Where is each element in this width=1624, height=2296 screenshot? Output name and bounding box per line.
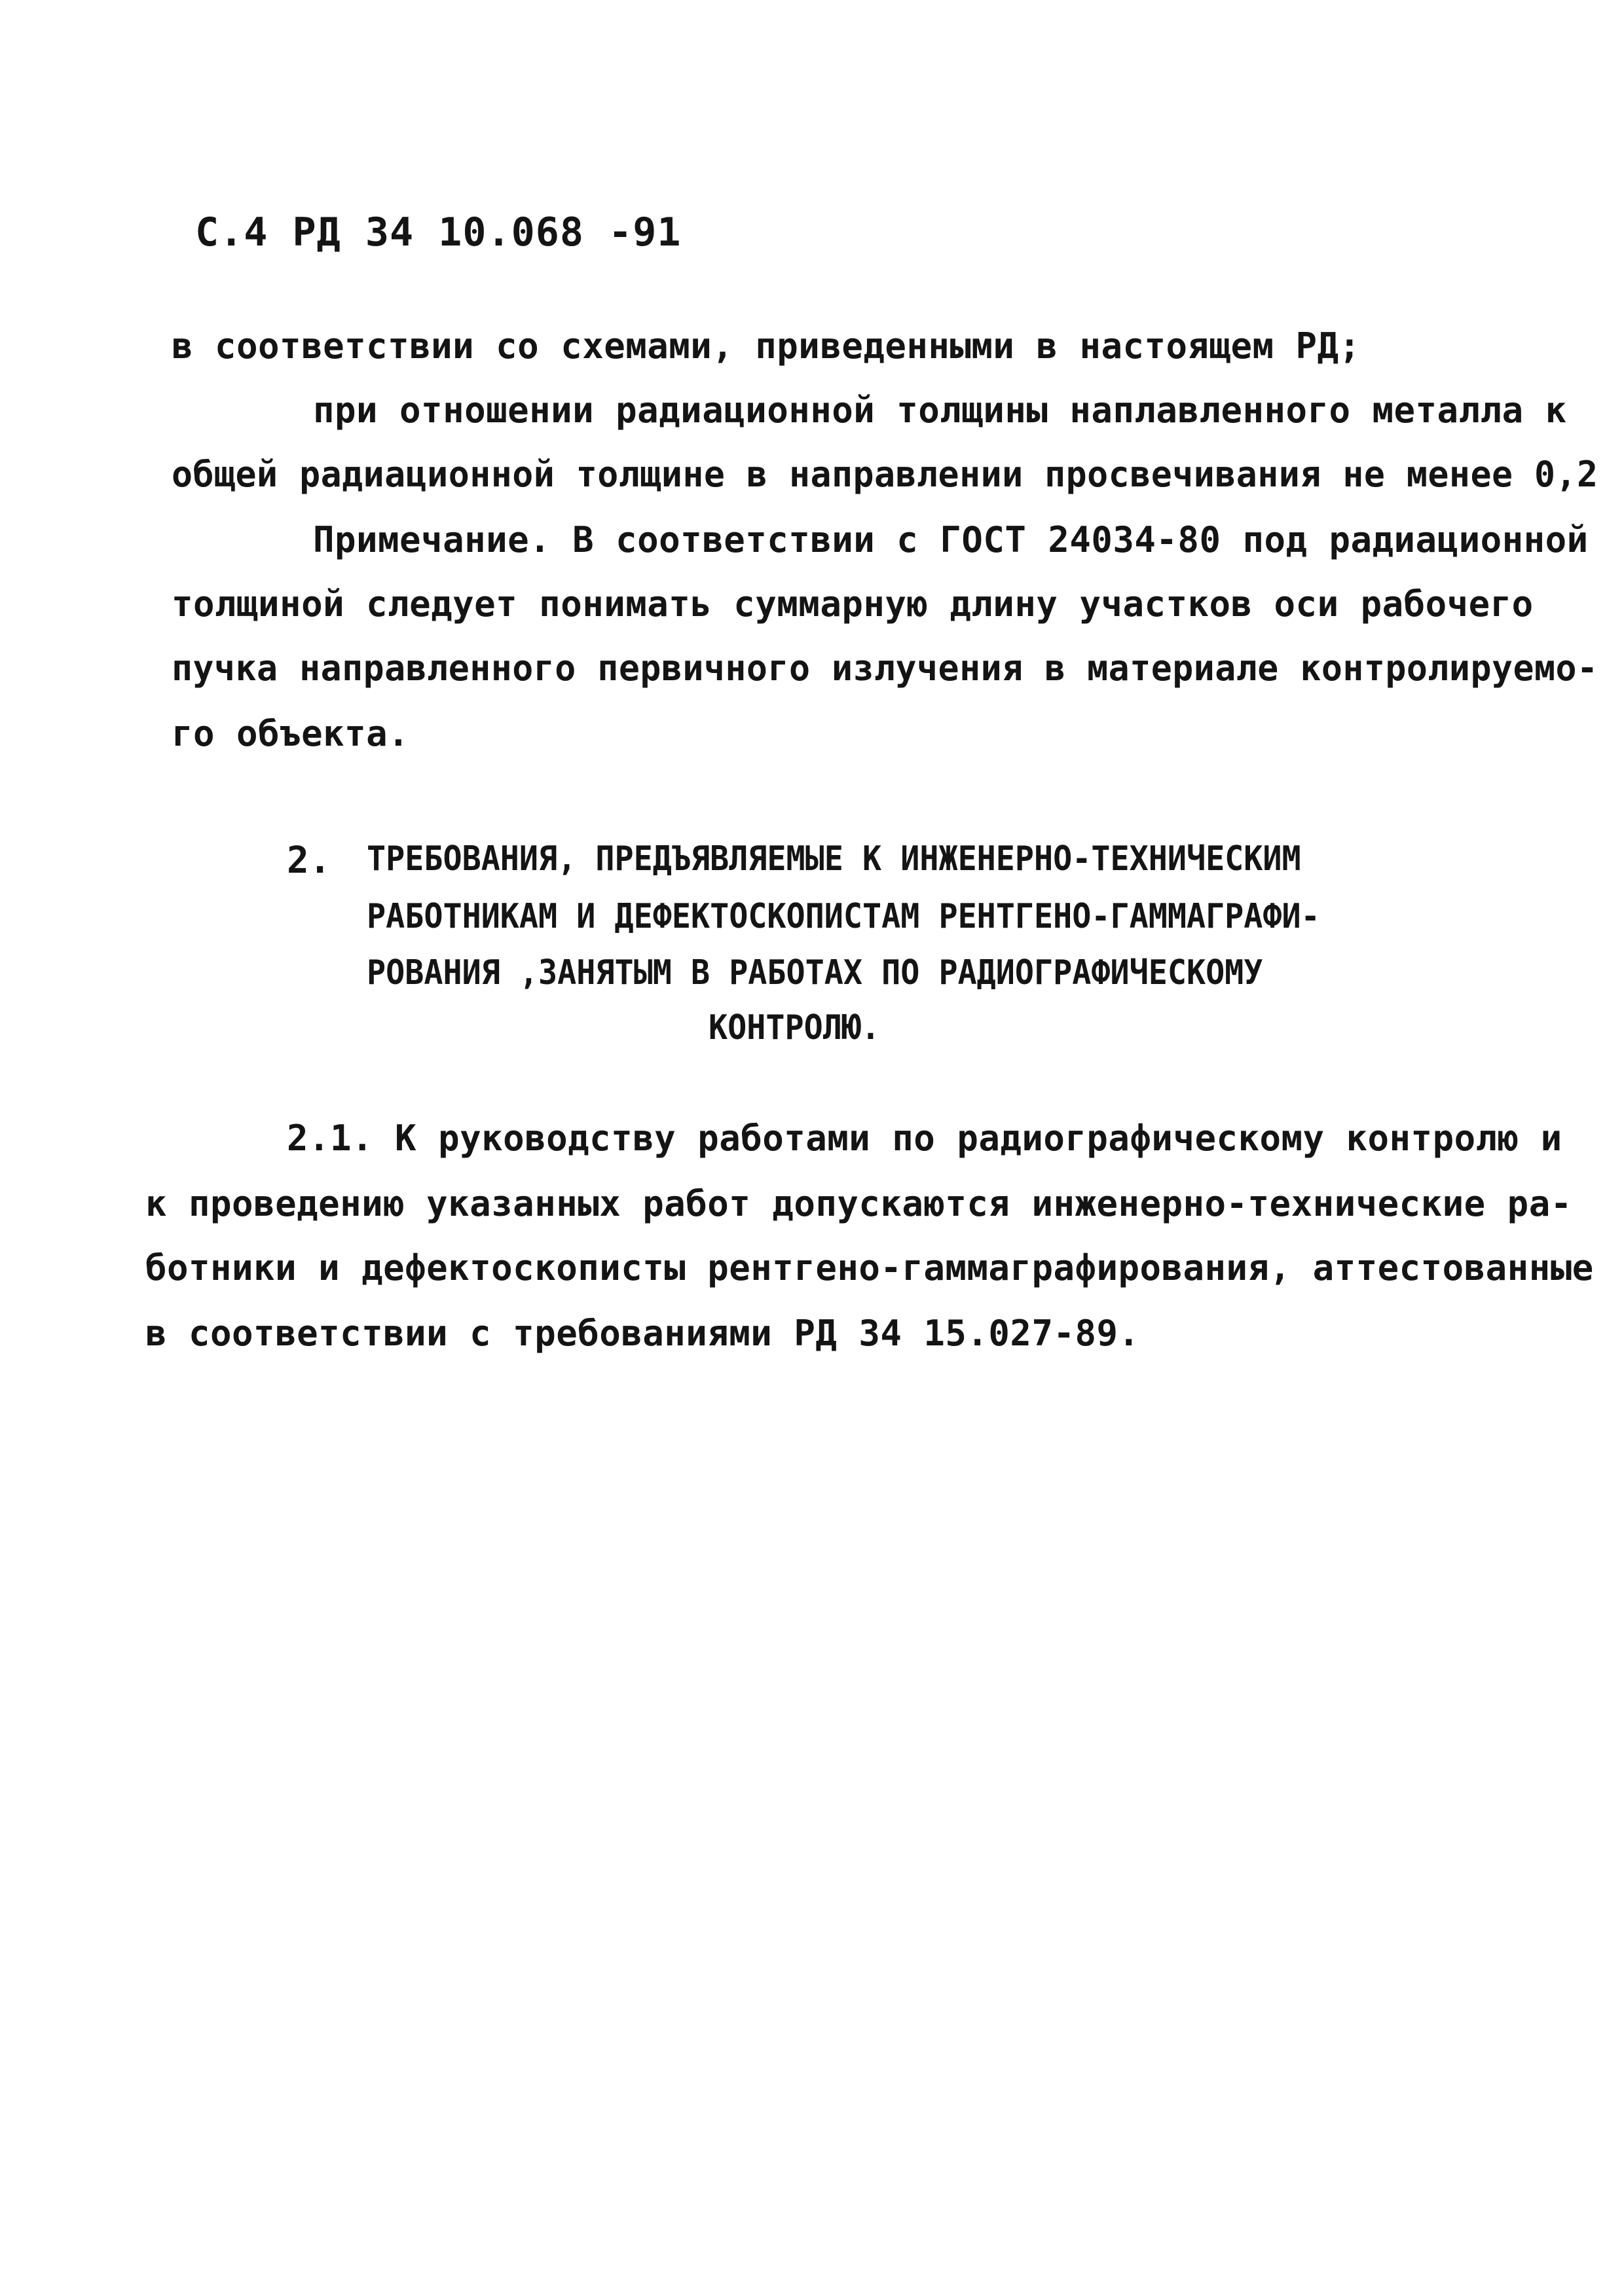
page-header: С.4 РД 34 10.068 -91 bbox=[195, 210, 682, 255]
note-line-3: пучка направленного первичного излучения в материале контролируемо- bbox=[172, 647, 1598, 689]
clause-2-1-line-4: в соответствии с требованиями РД 34 15.027-89. bbox=[145, 1313, 1140, 1354]
section-number: 2. bbox=[287, 839, 331, 882]
section-title-line-4: КОНТРОЛЮ. bbox=[709, 1008, 881, 1048]
note-line-2: толщиной следует понимать суммарную длину участков оси рабочего bbox=[172, 583, 1534, 625]
clause-2-1-line-1: 2.1. К руководству работами по радиографическому контролю и bbox=[287, 1118, 1562, 1159]
intro-line-3: общей радиационной толщине в направлении просвечивания не менее 0,2 bbox=[172, 454, 1598, 495]
clause-2-1-line-2: к проведению указанных работ допускаются инженерно-технические ра- bbox=[145, 1183, 1572, 1224]
clause-2-1-line-3: ботники и дефектоскописты рентгено-гаммаграфирования, аттестованные bbox=[145, 1247, 1594, 1288]
note-line-1: Примечание. В соответствии с ГОСТ 24034-80 под радиационной bbox=[313, 519, 1589, 560]
section-title-line-3: РОВАНИЯ ,ЗАНЯТЫМ В РАБОТАХ ПО РАДИОГРАФИЧЕСКОМУ bbox=[367, 953, 1263, 993]
note-line-4: го объекта. bbox=[172, 713, 410, 754]
section-title-line-2: РАБОТНИКАМ И ДЕФЕКТОСКОПИСТАМ РЕНТГЕНО-ГАММАГРАФИ- bbox=[367, 897, 1320, 936]
intro-line-1: в соответствии со схемами, приведенными в настоящем РД; bbox=[172, 325, 1361, 367]
intro-line-2: при отношении радиационной толщины наплавленного металла к bbox=[313, 390, 1567, 431]
section-title-line-1: ТРЕБОВАНИЯ, ПРЕДЪЯВЛЯЕМЫЕ К ИНЖЕНЕРНО-ТЕХНИЧЕСКИМ bbox=[367, 839, 1301, 879]
